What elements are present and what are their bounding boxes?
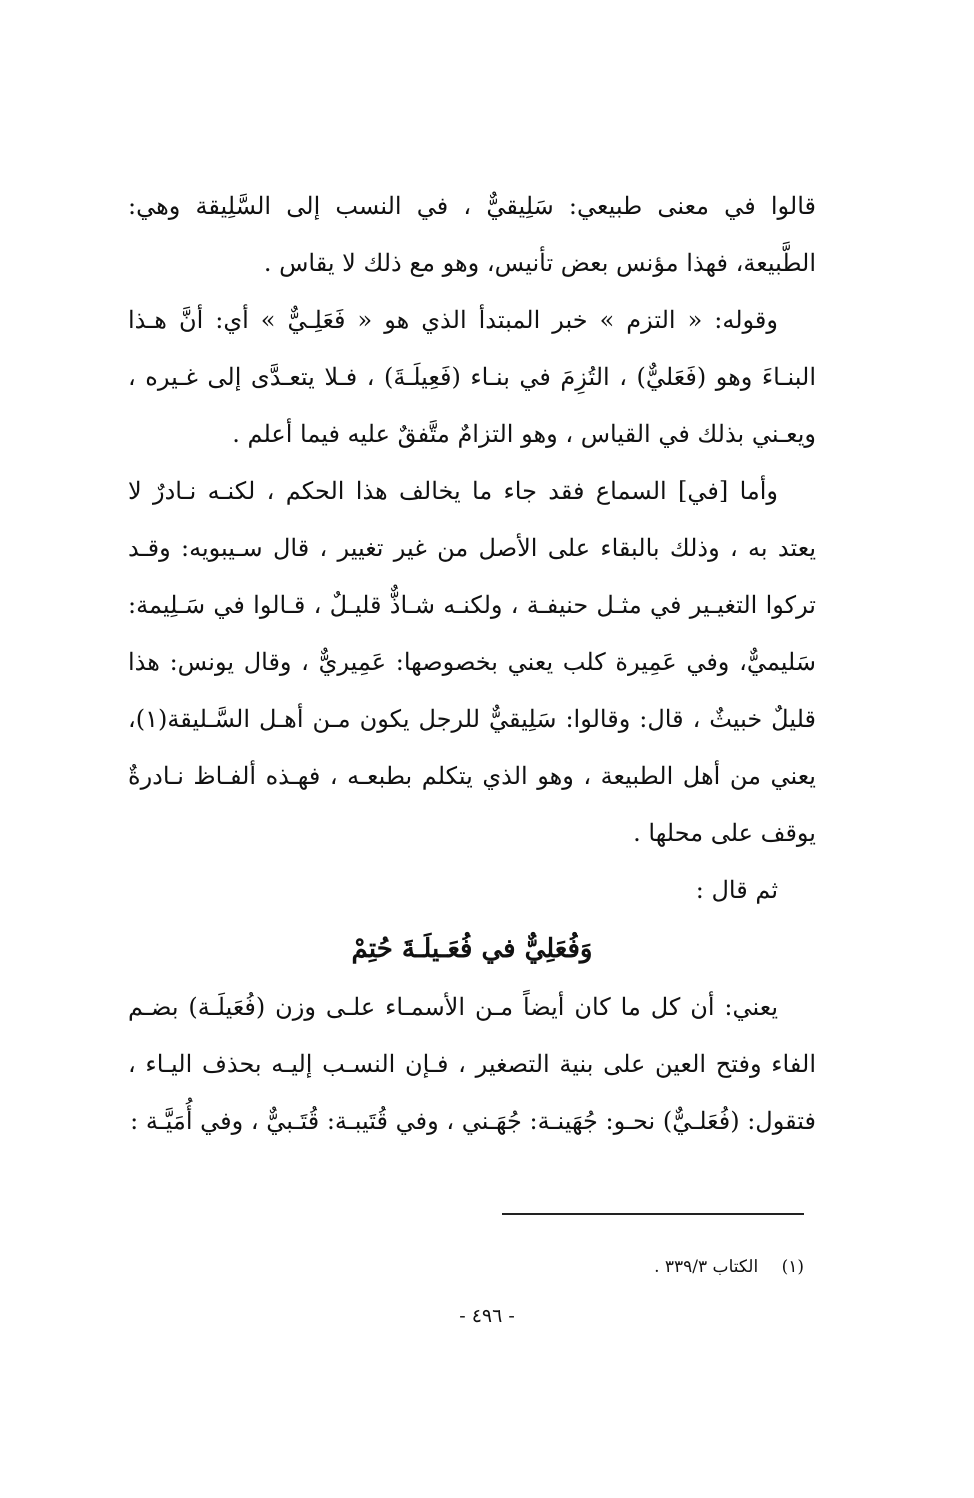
paragraph-1: قالوا في معنى طبيعي: سَلِيقيٌّ ، في النسب إلى السَّلِيقة وهي: الطَّبيعة، فهذا مؤنس بعض تأنيس، وهو مع ذلك لا يقاس . (128, 192, 816, 277)
paragraph-4: ثم قال : (695, 876, 778, 904)
paragraph-2: وقوله: « التزم » خبر المبتدأ الذي هو « فَعَلِـيٌّ » أي: أنَّ هـذا البنـاءَ وهو (فَعَليٌّ) ، التُزِمَ في بنـاء (فَعِيلَـةَ) ، فـلا يتعـدَّى إلى غـيره ، ويعـني بذلك في القياس ، وهو التزامٌ متَّفقٌ عليه فيما أعلم . (128, 306, 816, 448)
poetic-verse: وَفُعَلِيٌّ في فُعَـيلَـةَ حُتِمْ (351, 934, 593, 964)
paragraph-5: يعني: أن كل ما كان أيضاً مـن الأسمـاء علـى وزن (فُعَيلَـة) بضـم الفاء وفتح العين على بنية التصغير ، فـإن النسـب إليـه بحذف اليـاء ، فتقول: (فُعَلـيٌّ) نحـو: جُهَينـة: جُهَـني ، وفي قُتَيبـة: قُتَـبيٌّ ، وفي أُمَيَّـة : (128, 993, 816, 1135)
footnote-divider (502, 1213, 804, 1215)
main-text (128, 178, 816, 1150)
footnote (500, 1255, 804, 1279)
paragraph-3: وأما [في] السماع فقد جاء ما يخالف هذا الحكم ، لكنـه نـادرٌ لا يعتد به ، وذلك بالبقاء على الأصل من غير تغيير ، قال سـيبويه: وقـد تركوا التغيـير في مثـل حنيفـة ، ولكنـه شـاذٌّ قليـلٌ ، قـالوا في سَـلِيمة: سَليميٌّ، وفي عَمِيرة كلب يعني بخصوصها: عَمِيريٌّ ، وقال يونس: هذا قليلٌ خبيثٌ ، قال: وقالوا: سَلِيقيٌّ للرجل يكون مـن أهـل السَّـليقة(١)، يعني من أهل الطبيعة ، وهو الذي يتكلم بطبعـه ، فهـذه ألفـاظ نـادرةٌ يوقف على محلها . (128, 477, 816, 847)
footnote-number: (١) (781, 1257, 804, 1277)
page-number: - ٤٩٦ - (459, 1305, 515, 1327)
footnote-text: الكتاب ٣٣٩/٣ . (654, 1257, 759, 1277)
